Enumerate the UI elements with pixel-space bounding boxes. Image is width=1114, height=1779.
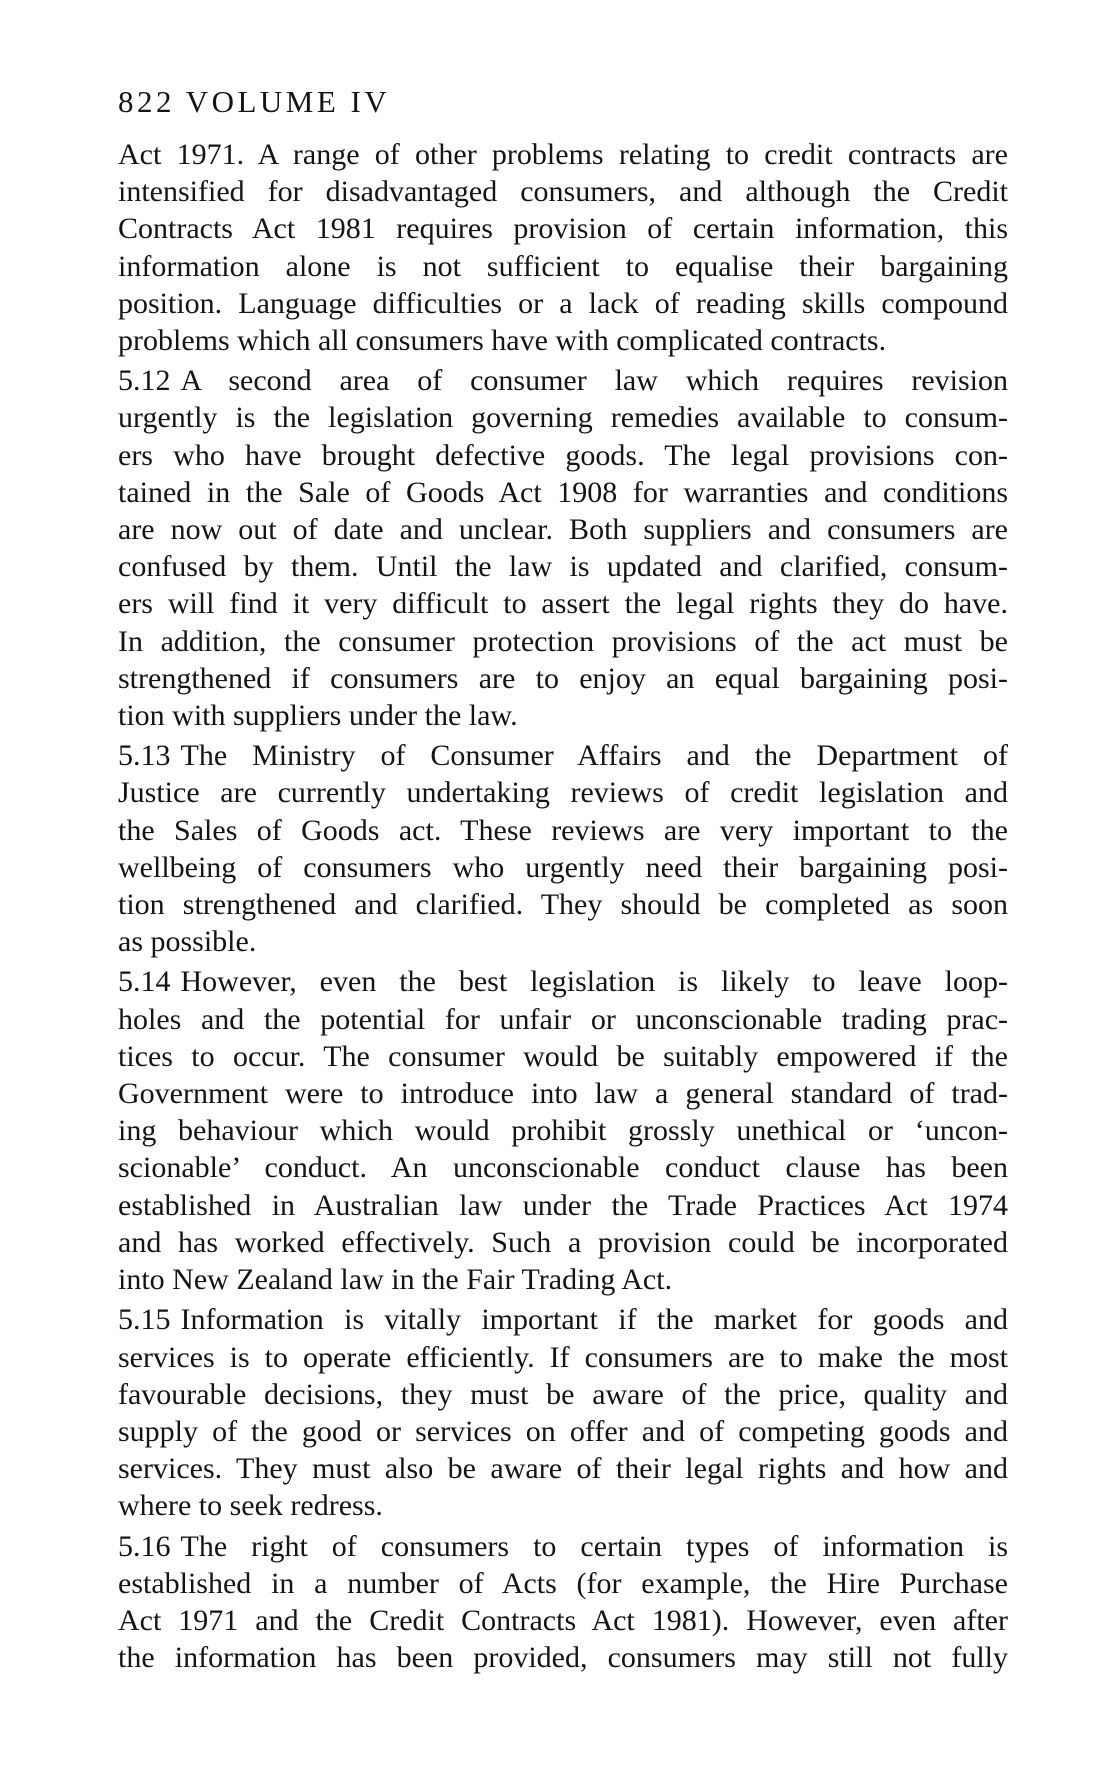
paragraph-number: 5.14 — [118, 965, 171, 999]
text-line: ers who have brought defective goods. The legal provisions con- — [118, 438, 1008, 472]
paragraph-number: 5.16 — [118, 1529, 171, 1563]
text-line: Act 1971. A range of other problems relating to credit contracts are — [118, 138, 1008, 171]
text-line: the Sales of Goods act. These reviews are very important to the — [118, 813, 1008, 847]
text-line: where to seek redress. — [118, 1489, 383, 1523]
paragraph — [118, 362, 1008, 734]
paragraph — [118, 737, 1008, 960]
running-head — [118, 82, 390, 122]
text-line: position. Language difficulties or a lack of reading skills compound — [118, 286, 1008, 320]
body-text — [118, 136, 1008, 1679]
text-line: In addition, the consumer protection provisions of the act must be — [118, 624, 1008, 658]
text-line: problems which all consumers have with complicated contracts. — [118, 324, 887, 358]
text-line: Government were to introduce into law a general standard of trad- — [118, 1077, 1008, 1111]
text-line: ers will find it very difficult to assert the legal rights they do have. — [118, 587, 1008, 621]
volume-title: VOLUME IV — [185, 84, 391, 119]
line-text: A second area of consumer law which requires revision — [180, 364, 1008, 398]
text-line: supply of the good or services on offer and of competing goods and — [118, 1414, 1008, 1448]
text-line: Justice are currently undertaking reviews of credit legislation and — [118, 776, 1008, 810]
text-line: scionable’ conduct. An unconscionable conduct clause has been — [118, 1151, 1008, 1185]
text-line: wellbeing of consumers who urgently need their bargaining posi- — [118, 850, 1008, 884]
text-line: tices to occur. The consumer would be suitably empowered if the — [118, 1039, 1008, 1073]
text-line: tained in the Sale of Goods Act 1908 for warranties and conditions — [118, 475, 1008, 509]
text-line: information alone is not sufficient to equalise their bargaining — [118, 249, 1008, 283]
paragraph-number: 5.12 — [118, 364, 171, 398]
text-line: established in a number of Acts (for example, the Hire Purchase — [118, 1566, 1008, 1600]
text-line: strengthened if consumers are to enjoy an equal bargaining posi- — [118, 661, 1008, 695]
text-line: are now out of date and unclear. Both suppliers and consumers are — [118, 513, 1008, 547]
text-line: services. They must also be aware of their legal rights and how and — [118, 1452, 1008, 1486]
line-text: The Ministry of Consumer Affairs and the Department of — [180, 739, 1008, 773]
page-number: 822 — [118, 84, 175, 119]
text-line — [118, 963, 1008, 1000]
text-line: intensified for disadvantaged consumers, and although the Credit — [118, 175, 1008, 209]
text-line — [118, 737, 1008, 774]
text-line: established in Australian law under the Trade Practices Act 1974 — [118, 1188, 1008, 1222]
paragraph-number: 5.13 — [118, 739, 171, 773]
paragraph-number: 5.15 — [118, 1303, 171, 1337]
text-line: tion strengthened and clarified. They should be completed as soon — [118, 888, 1008, 922]
text-line: services is to operate efficiently. If consumers are to make the most — [118, 1340, 1008, 1374]
text-line: the information has been provided, consumers may still not fully — [118, 1641, 1008, 1675]
text-line: Contracts Act 1981 requires provision of certain information, this — [118, 212, 1008, 246]
line-text: The right of consumers to certain types of information is — [180, 1529, 1008, 1563]
text-line: as possible. — [118, 925, 257, 959]
text-line: and has worked effectively. Such a provision could be incorporated — [118, 1225, 1008, 1259]
text-line — [118, 1301, 1008, 1338]
text-line: favourable decisions, they must be aware of the price, quality and — [118, 1377, 1008, 1411]
paragraph — [118, 1301, 1008, 1524]
paragraph — [118, 1528, 1008, 1677]
text-line: tion with suppliers under the law. — [118, 699, 518, 733]
paragraph — [118, 136, 1008, 359]
text-line — [118, 1528, 1008, 1565]
paragraph — [118, 963, 1008, 1298]
text-line: Act 1971 and the Credit Contracts Act 1981). However, even after — [118, 1603, 1008, 1637]
text-line: into New Zealand law in the Fair Trading Act. — [118, 1263, 673, 1297]
line-text: However, even the best legislation is likely to leave loop- — [180, 965, 1008, 999]
text-line: ing behaviour which would prohibit grossly unethical or ‘uncon- — [118, 1114, 1008, 1148]
text-line: holes and the potential for unfair or unconscionable trading prac- — [118, 1002, 1008, 1036]
text-line — [118, 362, 1008, 399]
text-line: confused by them. Until the law is updated and clarified, consum- — [118, 550, 1008, 584]
text-line: urgently is the legislation governing remedies available to consum- — [118, 401, 1008, 435]
line-text: Information is vitally important if the market for goods and — [180, 1303, 1008, 1337]
